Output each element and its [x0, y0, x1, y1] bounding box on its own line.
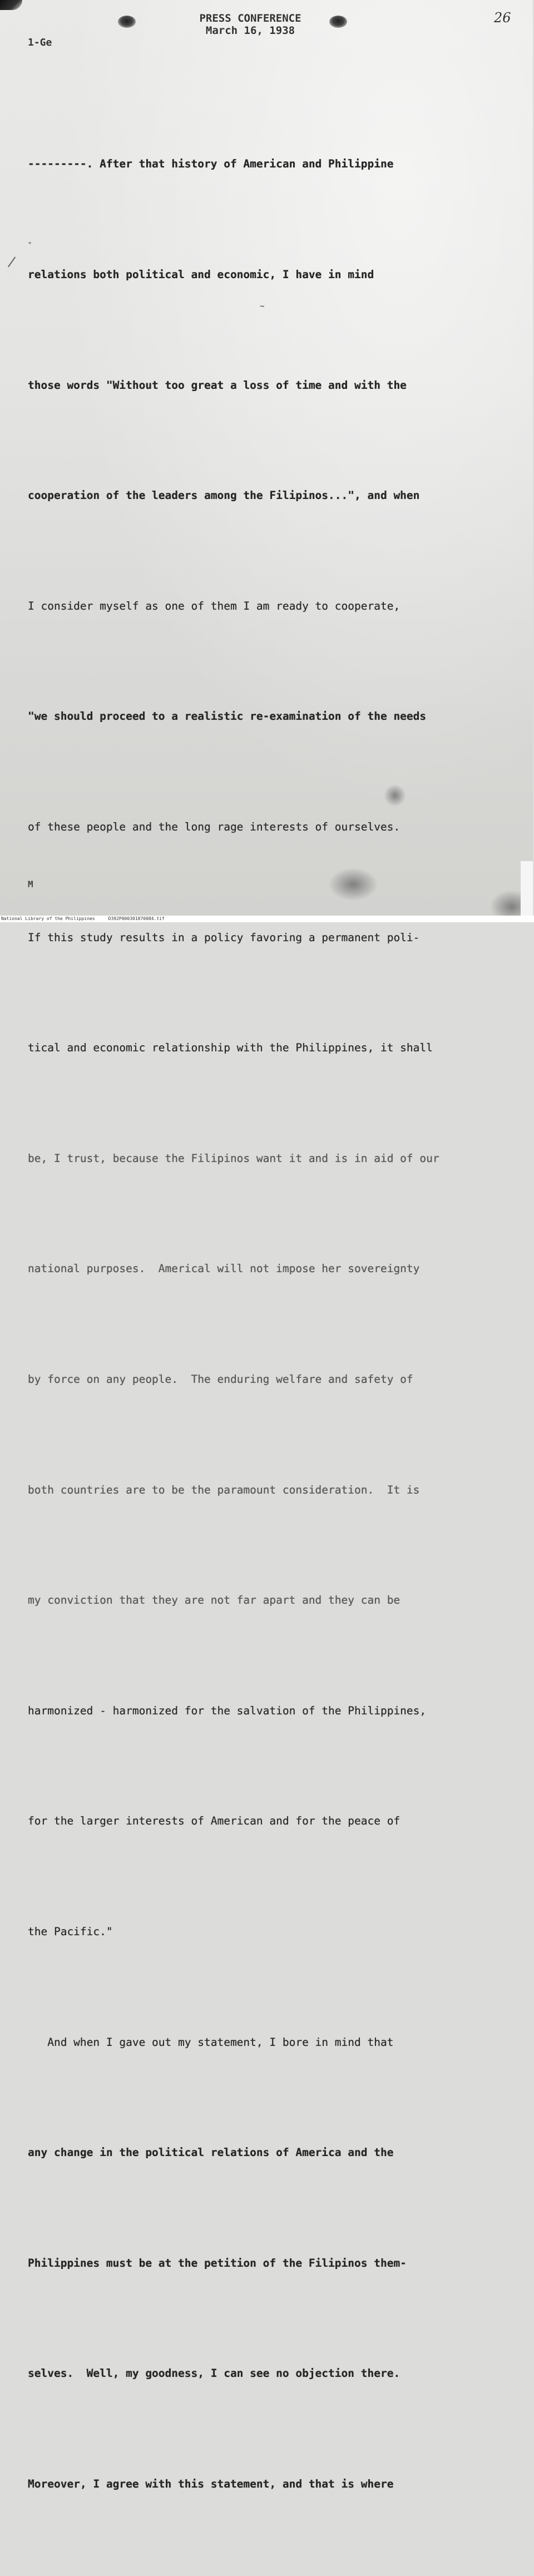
text-line: I consider myself as one of them I am ready to cooperate, — [28, 599, 400, 612]
text-line: relations both political and economic, I have in mind — [28, 268, 374, 281]
text-line: my conviction that they are not far apart and they can be — [28, 1594, 400, 1607]
text-line: ---------. After that history of American and Philippine — [28, 157, 394, 171]
header-title: PRESS CONFERENCE — [199, 12, 301, 24]
text-line: those words "Without too great a loss of time and with the — [28, 378, 407, 392]
text-line: And when I gave out my statement, I bore in mind that — [28, 2035, 394, 2049]
scan-smudge — [328, 868, 378, 901]
page-code: 1-Ge — [28, 37, 52, 48]
insertion-caret-mark: ~ — [260, 302, 265, 311]
document-header — [167, 12, 334, 37]
margin-m-mark: M — [28, 879, 33, 889]
punch-hole-left — [118, 16, 136, 28]
header-date: March 16, 1938 — [205, 24, 295, 37]
scan-footer-caption: National Library of the Philippines D392P000301870084.tif — [0, 916, 534, 922]
text-line: tical and economic relationship with the Philippines, it shall — [28, 1041, 433, 1055]
handwritten-page-number: 26 — [494, 10, 511, 26]
text-line: Philippines must be at the petition of the Filipinos them- — [28, 2256, 407, 2270]
text-line: selves. Well, my goodness, I can see no objection there. — [28, 2367, 400, 2380]
text-line: by force on any people. The enduring welfare and safety of — [28, 1372, 413, 1386]
text-line: national purposes. Americal will not impose her sovereignty — [28, 1262, 420, 1275]
text-line: the Pacific." — [28, 1925, 113, 1938]
text-line: harmonized - harmonized for the salvation of the Philippines, — [28, 1704, 427, 1717]
text-line: both countries are to be the paramount consideration. It is — [28, 1483, 420, 1496]
text-line: of these people and the long rage interests of ourselves. — [28, 820, 400, 833]
text-line: Moreover, I agree with this statement, and that is where — [28, 2477, 394, 2490]
typed-body-text — [28, 72, 523, 2576]
scan-smudge — [384, 784, 406, 807]
text-line: for the larger interests of American and for the peace of — [28, 1814, 400, 1828]
margin-quote-mark: " — [28, 241, 32, 249]
text-line: be, I trust, because the Filipinos want it and is in aid of our — [28, 1151, 439, 1165]
scan-corner-shadow — [0, 0, 22, 10]
margin-slash-mark — [8, 256, 16, 267]
text-line: cooperation of the leaders among the Filipinos...", and when — [28, 489, 420, 502]
text-line: any change in the political relations of America and the — [28, 2146, 394, 2159]
text-line: "we should proceed to a realistic re-examination of the needs — [28, 710, 427, 723]
text-line: If this study results in a policy favoring a permanent poli- — [28, 931, 420, 944]
scan-edge — [521, 861, 533, 922]
